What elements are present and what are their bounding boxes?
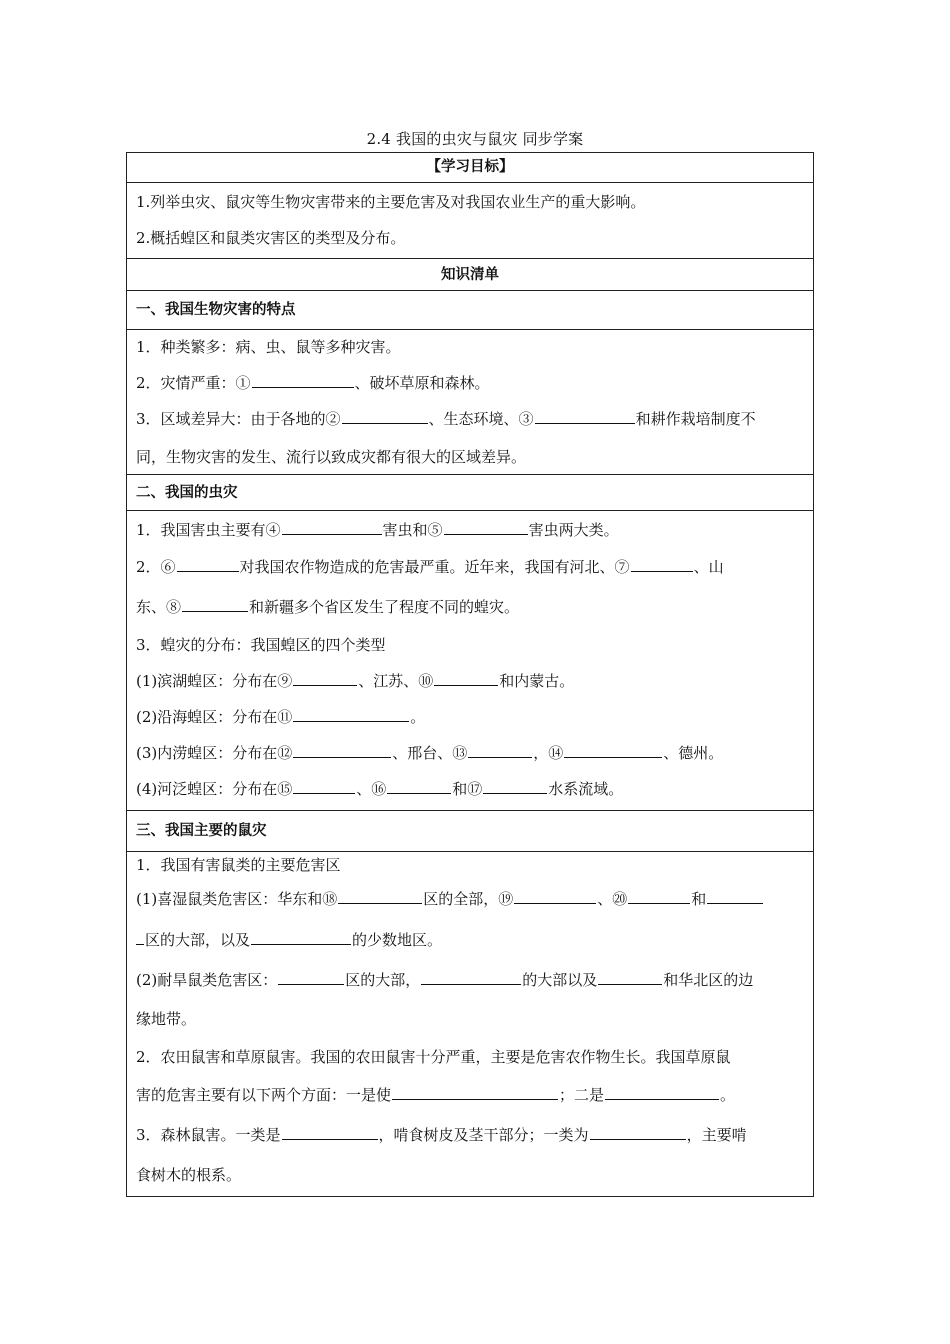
fill-blank[interactable] — [338, 888, 422, 904]
section-title: 二、我国的虫灾 — [127, 474, 813, 510]
text-line: (4)河泛蝗区：分布在⑮ 、⑯ 和⑰ 水系流域。 — [136, 780, 624, 798]
fill-blank[interactable] — [631, 556, 693, 572]
text-line: 食树木的根系。 — [136, 1166, 242, 1184]
section1-content — [127, 329, 813, 474]
fill-blank[interactable] — [342, 408, 428, 424]
fill-blank[interactable] — [590, 1124, 686, 1140]
fill-blank[interactable] — [605, 1084, 719, 1100]
text-line: 3．区域差异大：由于各地的② 、生态环境、③ 和耕作栽培制度不 — [136, 410, 756, 428]
fill-blank[interactable] — [282, 1124, 378, 1140]
text-line: 2．灾情严重：① 、破坏草原和森林。 — [136, 374, 490, 392]
fill-blank[interactable] — [293, 670, 357, 686]
text-line: 同，生物灾害的发生、流行以致成灾都有很大的区域差异。 — [136, 448, 527, 466]
fill-blank[interactable] — [293, 742, 391, 758]
fill-blank[interactable] — [251, 929, 351, 945]
text-line: 东、⑧ 和新疆多个省区发生了程度不同的蝗灾。 — [136, 598, 520, 616]
text-line: 缘地带。 — [136, 1010, 197, 1028]
fill-blank[interactable] — [278, 969, 344, 985]
section2-content — [127, 510, 813, 810]
text-line: (2)沿海蝗区：分布在⑪ 。 — [136, 708, 426, 726]
text-line: 2．农田鼠害和草原鼠害。我国的农田鼠害十分严重，主要是危害农作物生长。我国草原鼠 — [136, 1048, 731, 1066]
fill-blank[interactable] — [707, 888, 763, 904]
text-line: (3)内涝蝗区：分布在⑫ 、邢台、⑬ ，⑭ 、德州。 — [136, 744, 724, 762]
text-line: 害的危害主要有以下两个方面：一是使 ；二是 。 — [136, 1086, 736, 1104]
fill-blank[interactable] — [421, 969, 521, 985]
fill-blank[interactable] — [514, 888, 596, 904]
fill-blank[interactable] — [444, 519, 528, 535]
text-line: 2．⑥ 对我国农作物造成的危害最严重。近年来，我国有河北、⑦ 、山 — [136, 558, 724, 576]
text-line: (1)喜湿鼠类危害区：华东和⑱ 区的全部，⑲ 、⑳ 和 — [136, 878, 804, 920]
text-line: (1)滨湖蝗区：分布在⑨ 、江苏、⑩ 和内蒙古。 — [136, 672, 575, 690]
fill-blank[interactable] — [387, 778, 451, 794]
objectives-header: 【学习目标】 — [426, 159, 514, 175]
text-line: 3．森林鼠害。一类是 ，啃食树皮及茎干部分；一类为 ，主要啃 — [136, 1126, 747, 1144]
fill-blank[interactable] — [293, 706, 409, 722]
fill-blank[interactable] — [628, 888, 690, 904]
section-title: 一、我国生物灾害的特点 — [127, 290, 813, 329]
text-line: 1．种类繁多：病、虫、鼠等多种灾害。 — [136, 338, 401, 356]
fill-blank[interactable] — [598, 969, 662, 985]
fill-blank[interactable] — [468, 742, 532, 758]
text-line: 区的大部，以及 的少数地区。 — [136, 920, 804, 960]
knowledge-header: 知识清单 — [127, 258, 813, 290]
fill-blank[interactable] — [282, 519, 382, 535]
section-title: 三、我国主要的鼠灾 — [127, 810, 813, 851]
document-title: 2.4 我国的虫灾与鼠灾 同步学案 — [366, 130, 584, 148]
worksheet-table — [126, 152, 814, 1197]
fill-blank[interactable] — [252, 372, 354, 388]
text-line: 3．蝗灾的分布：我国蝗区的四个类型 — [136, 636, 386, 654]
fill-blank[interactable] — [182, 596, 248, 612]
objective-item: 2.概括蝗区和鼠类灾害区的类型及分布。 — [136, 229, 406, 247]
text-line: (2)耐旱鼠类危害区： 区的大部， 的大部以及 和华北区的边 — [136, 971, 754, 989]
fill-blank[interactable] — [434, 670, 498, 686]
fill-blank[interactable] — [177, 556, 239, 572]
text-line: 1．我国害虫主要有④ 害虫和⑤ 害虫两大类。 — [136, 521, 619, 539]
fill-blank[interactable] — [392, 1084, 558, 1100]
objectives-content — [127, 182, 813, 258]
section3-content — [127, 851, 813, 1196]
text-line: 1．我国有害鼠类的主要危害区 — [136, 856, 341, 874]
objective-item: 1.列举虫灾、鼠灾等生物灾害带来的主要危害及对我国农业生产的重大影响。 — [136, 193, 646, 211]
fill-blank[interactable] — [483, 778, 547, 794]
fill-blank[interactable] — [564, 742, 662, 758]
fill-blank[interactable] — [535, 408, 635, 424]
fill-blank[interactable] — [293, 778, 355, 794]
fill-blank[interactable] — [136, 929, 144, 945]
